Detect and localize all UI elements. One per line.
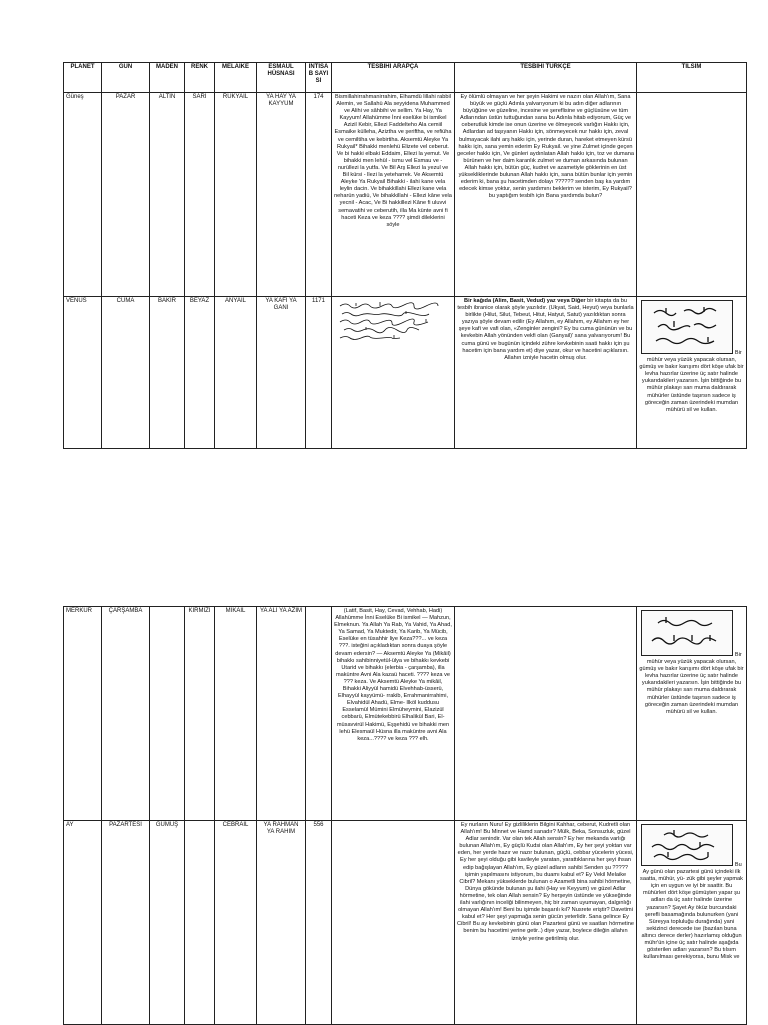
gun-cell: PAZAR: [102, 93, 150, 297]
melaike-cell: ANYAIL: [215, 297, 257, 449]
seal-image: [641, 824, 733, 866]
esma-cell: YA ALI YA AZIM: [257, 607, 306, 821]
header-renk: RENK: [185, 63, 215, 93]
maden-cell: BAKIR: [150, 297, 185, 449]
sayi-cell: 1171: [306, 297, 332, 449]
melaike-cell: RUKYAIL: [215, 93, 257, 297]
turkce-cell: Ey ölümlü olmayan ve her şeyin Hakimi ve nazırı olan Allah'ım, Sana büyük ve güçlü Adınla yalvarıyorum ki bu adın diğer adlarının büyüğüne ve güzeline, incesine ve şereflisine ve güçlüsüne ve tüm Adlarından üstün tuttuğundan sana bu Adınla hitab ediyorum, Güç ve ceberutluk kimde ise onun üzerine ve ölmeyecek varlığın Hakkı için, Adlardan ad taşıyanın Hakkı için, sönmeyecek nur hakkı için, zeval bulmayacak ilahi arş hakkı için, yerinde duran, hareket etmeyen kürsü hakkı için, sana yemin ederim Ey Rukyail. ve yine Zulmet içinde geçen geceler hakkı için, Ve günleri aydınlatan Allah hakkı için, toz ve dumana bürünen ve her daim karanlık zulmet ve duman arkasında bulunan Allah hakkı için, bütün güç, kudret ve azametiyle göklerinin en üst yüksekliklerinde bulunan Allah hakkı için, sana bütün bunlar için yemin ederim ki, bana şu hacetimden dolayı ?????? senden baş ka yardım edecek kimse yoktur, senin yardımını beklerim ve isterim, Ey Rukyail? bu yaptığım tesbih için Bana yardımda bulun?: [455, 93, 637, 297]
turkce-cell: Ey nurların Nuru! Ey gizliliklerin Bilgini Kahhar, ceberut, Kudretli olan Allah'ım! Bu Minnet ve Hamd sanadır? Mülk, Beka, Sonsuzluk, güzel Adlar senindir. Var olan tek Allah sensin? Ey her mekanda varlığı bulunan Allah'ım, Ey güçlü Kudsi olan Allah'ım, Ey her şeyi yoktan var eden, her yerde hazır ve nazır bulunan, güçlü, cebbar yücelerin yücesi, Ey her şeyi olduğu gibi kavileyle yaratan, yarattıklarına her şeyi ihsan edip bağışlayan Allah'ım, Ey güzel adların sahibi Senden şu ????? işimin yapılmasını istiyorum, bu duamı kabul et? Ey Vekil Melaike Cibril? Mekanı yükseklerde bulunan o Azametli bina sahibi hörmetine, Dünya gökünde bulunan şu ilahi (Hay ve Keyyum) ve güzel Adlar hörmetine, tek olan Allah sensin? Ey herşeyin üstünde ve yükseğinde ilahi varlığının inceliği bilinmeyen, hiç bir zaman uyumayan, dalgınlığı olmayan Allah'ım! Beni bu işimde başarılı kıl? Nusrete eriştir? Davetimi kabul et? Her şeyi yapmağa senin gücün yeterlidir. Sana gelince Ey Cibril! Bu ay kevkebinin günü olan Pazartesi günü ve saatları hörmetine benim bu hacetimi yerine getir..) diye yazar, boylece dileğin allahın izniyle yerine getirilmiş olur.: [455, 821, 637, 1025]
header-tilsim: TILSIM: [637, 63, 747, 93]
arapca-cell: Bismillahirrahmanirrahim, Elhamdü lillahi rabbil Alemin, ve Sallahü Ala seyyidena Muhammed ve Alihi ve sâhbihi ve sellim. Ya Hay, Ya Kayyum! Allahümme İnni eselüke bi ismikel Azizil Kebir, Ellezi Faddelteho Ala cemiil Esmaike külleha, Aziztha ve şeriftha, ve refiüha ve cemiltiha ve kebirtiha. Aksemtü Aleyke Ya Rukyail* Bihakki menlehü Elizete vel ceberut. Ve bi hakki elbaki Eddaim, Ellezi la yemut. Ve bihakki men lehül - ismu vel Esmau ve - nurüllezi la yutfa. Ve Bil Arş Ellezi la yezul ve Bil kürsi - llezi la yeteharrek. Ve Aksemtü Aleyke Ya Rukyail Bihakki - ilahi kane vela leylin dacin. Ve bihakkillahi Ellezi kane vela neharün yadiü, Ve bihakkillahi - Ellezi kâne vela yecnil - Acac, Ve Bi hakkillezi Kâne fi uluvvi semavatihi ve ceberutih, illa Ma künte avni fi haceti Keza ve keza ???? şimdi dileklerini söyle: [332, 93, 455, 297]
turkce-text: bir kitapta da bu tesbih ibranice olarak şöyle yazılıdır. (Ukyat, Said, Heyut) veya bunlarla birlikte (Hilut, Silut, Tebeut, Hitut, Hatyut, Satut) yazıldıktan sonra yazıya şöyle devam edilir (Ey Allahım, ey Allahım, ey Allahım ey her şeye kafi ve vafi olan, «Zenginler zengini? Ey bu cuma gününün ve bu kevkebin Allah yönünden vekfi olan (Ganyail)' sana yalvarıyorum! Bu cuma günü ve bugünün içindeki zühre kevkebinin saati hakkı için şu hacetim için bana yardım et) diye yazar, okur ve hacetini açıklarsın. Allahın izniyle hacetin olmuş olur.: [457, 298, 634, 361]
esma-cell: YA RAHMAN YA RAHIM: [257, 821, 306, 1025]
esma-table-top: [63, 62, 747, 449]
header-tesbihi-arapca: TESBIHI ARAPÇA: [332, 63, 455, 93]
header-gun: GUN: [102, 63, 150, 93]
tilsim-text: Bir mühür veya yüzük yapacak olursan, gümüş ve bakır karışımı dört köşe ufak bir levha hazırlar üzerine üç satır halinde yukarıdakileri yazarsın. İşin bittiğinde bu mühür plakayı sarı muma daldırarak mühürler üstünde taşırsın sadece iş göreceğin zaman üzerindeki mumdan mühürü sil ve kullan.: [639, 652, 744, 715]
header-planet: PLANET: [64, 63, 102, 93]
gun-cell: PAZARTESI: [102, 821, 150, 1025]
esma-cell: YA HAY YA KAYYUM: [257, 93, 306, 297]
header-esmaul-husnasi: ESMAUL HÜSNASI: [257, 63, 306, 93]
renk-cell: SARI: [185, 93, 215, 297]
arapca-cell: [332, 821, 455, 1025]
esma-table-bottom: [63, 606, 747, 1025]
table-row: [64, 821, 747, 1025]
table-row: [64, 93, 747, 297]
melaike-cell: MIKAIL: [215, 607, 257, 821]
maden-cell: ALTIN: [150, 93, 185, 297]
planet-cell: VENUS: [64, 297, 102, 449]
arapca-cell: [332, 297, 455, 449]
header-tesbihi-turkce: TESBIHI TURKÇE: [455, 63, 637, 93]
header-maden: MADEN: [150, 63, 185, 93]
maden-cell: GUMUŞ: [150, 821, 185, 1025]
sayi-cell: 556: [306, 821, 332, 1025]
tilsim-cell: [637, 297, 747, 449]
tilsim-cell: [637, 93, 747, 297]
maden-cell: [150, 607, 185, 821]
table-row: [64, 297, 747, 449]
turkce-cell: [455, 607, 637, 821]
gun-cell: ÇARŞAMBA: [102, 607, 150, 821]
planet-cell: Güneş: [64, 93, 102, 297]
table-row: [64, 607, 747, 821]
renk-cell: [185, 821, 215, 1025]
sayi-cell: [306, 607, 332, 821]
header-row: [64, 63, 747, 93]
planet-cell: MERKUR: [64, 607, 102, 821]
header-intisab-sayisi: INTISAB SAYISI: [306, 63, 332, 93]
renk-cell: KIRMIZI: [185, 607, 215, 821]
melaike-cell: CEBRAIL: [215, 821, 257, 1025]
header-melaike: MELAIKE: [215, 63, 257, 93]
seal-image: [641, 300, 733, 354]
turkce-bold-lead: Bir kağıda (Alim, Basit, Vedud) yaz veya Diğer: [464, 298, 586, 304]
turkce-cell: [455, 297, 637, 449]
sayi-cell: 174: [306, 93, 332, 297]
arapca-cell: (Latif, Basit, Hay, Cevad, Vehhab, Hadi) Allahümme İnni Eselüke Bi ismikel — Mahzun, Elmeknun. Ya Allah Ya Rab, Ya Vahid, Ya Ahad, Ya Samad, Ya Muktedir, Ya Karib, Ya Mücib, Eselüke en tüsahhir liye Keza???... ve keza ???. isteğini açıkladıktan sonra duaya şöyle devam edersin? — Aksemtü Aleyke Ya (Mikâil) bihakkı sahibinniyetül-ülya ve bihakkı kevkebi Utarid ve bihakkı (elerbia - çarşamba), illa maküntre Avni Ala kazaü haceti. ???? keza ve ??? keza. Ve Aksemtü Aleyke Ya mikâil, Bihakki Aliyyül hamidü Elvehhab-üsserü, Elhayyül kayyümü- rrakib, Errahmanirrahimi, Elvahidül Ahadü, Elme- Ilköl kuddusu Esselamül Mümini Elmüheymini, Elazizül cebbarü, Elmütekebbirü Elhalikül Bari, El- müsavvirül Hakimü, Eşşehidü ve bihakki men lehü Elesmaül Hüsna illa maküntre avni Ala keza...???? ve keza ??? elh.: [332, 607, 455, 821]
planet-cell: AY: [64, 821, 102, 1025]
tilsim-text: Bir mühür veya yüzük yapacak olursan, gümüş ve bakır karışımı dört köşe ufak bir levha hazırlar üzerine üç satır halinde yukarıdakileri yazarsın. İşin bittiğinde bu mühür plakayı sarı muma daldırarak mühürler üstünde taşırsın sadece iş göreceğin zaman üzerindeki mumdan mühürü sil ve kullan.: [639, 350, 744, 413]
tilsim-cell: [637, 607, 747, 821]
tilsim-text: Bu Ay günü olan pazartesi günü içindeki ilk saatta, mühür, yü- zük gibi şeyler yapmak için en uygun ve iyi bir saattir. Bu mühürleri dört köşe gümüşten yapar şu adları da üç satır halinde üzerine yazarsın? Şayet Ay öküz burcundaki şerefli basamağında bulunurken (yani Süreyya topluluğu durağında) yani sekizinci derecede ise (bazılan buna altıncı derece derler) hazırlamış olduğun mühr'ün içine üç satır halinde aşağıda gösterilen adları yazarsın? Bu tılsım kullanılması gerekiyorsa, bunu Misk ve: [640, 862, 743, 961]
tilsim-cell: [637, 821, 747, 1025]
gun-cell: CUMA: [102, 297, 150, 449]
arabic-handwriting-image: [336, 300, 451, 342]
seal-image: [641, 610, 733, 656]
renk-cell: BEYAZ: [185, 297, 215, 449]
esma-cell: YA KAFI YA GANI: [257, 297, 306, 449]
